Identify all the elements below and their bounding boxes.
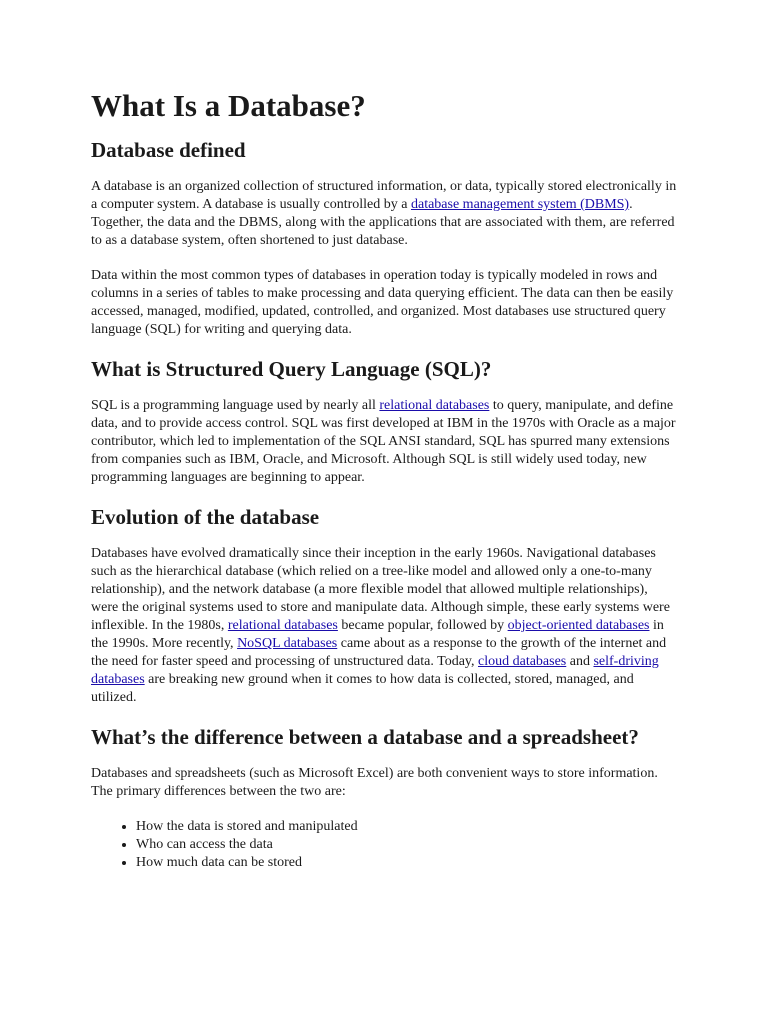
- paragraph-text: are breaking new ground when it comes to how data is collected, stored, managed, and utilized.: [91, 672, 634, 705]
- paragraph-database-definition: [91, 178, 678, 250]
- list-item: • Who can access the data: [136, 836, 678, 854]
- paragraph-text: to query, manipulate, and define data, and to provide access control. SQL was first developed at IBM in the 1970s with Oracle as a major contributor, which led to implementation of the SQL ANSI standard, SQL has spurred many extensions from companies such as IBM, Oracle, and Microsoft. Although SQL is still widely used today, new programming languages are beginning to appear.: [91, 398, 676, 485]
- section-heading-evolution: Evolution of the database: [91, 505, 320, 529]
- paragraph-text: SQL is a programming language used by nearly all: [91, 398, 380, 413]
- link-cloud-databases[interactable]: cloud databases: [478, 654, 567, 669]
- page-title: What Is a Database?: [91, 88, 366, 123]
- paragraph-text: became popular, followed by: [337, 618, 508, 633]
- differences-list: [91, 818, 678, 872]
- paragraph-sql: [91, 397, 678, 487]
- link-dbms[interactable]: database management system (DBMS): [410, 197, 630, 212]
- link-relational-databases[interactable]: relational databases: [379, 398, 490, 413]
- paragraph-text: in the 1990s. More recently,: [91, 618, 664, 651]
- link-object-oriented-databases[interactable]: object-oriented databases: [507, 618, 650, 633]
- paragraph-text: . Together, the data and the DBMS, along with the applications that are associated with them, are referred to as a database system, often shortened to just database.: [91, 197, 675, 248]
- paragraph-evolution: [91, 545, 678, 707]
- paragraph-text: came about as a response to the growth of the internet and the need for faster speed and processing of unstructured data. Today,: [91, 636, 667, 669]
- list-item: • How the data is stored and manipulated: [136, 818, 678, 836]
- paragraph-spreadsheet: Databases and spreadsheets (such as Microsoft Excel) are both convenient ways to store information. The primary differences between the two are:: [91, 766, 658, 799]
- paragraph-text: A database is an organized collection of structured information, or data, typically stored electronically in a computer system. A database is usually controlled by a: [91, 179, 677, 212]
- section-heading-database-defined: Database defined: [91, 138, 246, 162]
- section-heading-sql: What is Structured Query Language (SQL)?: [91, 357, 492, 381]
- list-item: • How much data can be stored: [136, 854, 678, 872]
- section-heading-database-vs-spreadsheet: What’s the difference between a database and a spreadsheet?: [91, 725, 639, 749]
- link-nosql-databases[interactable]: NoSQL databases: [237, 636, 338, 651]
- link-self-driving-databases[interactable]: self-driving databases: [91, 654, 659, 687]
- link-relational-databases[interactable]: relational databases: [227, 618, 338, 633]
- paragraph-text: and: [566, 654, 594, 669]
- paragraph-text: Databases have evolved dramatically since their inception in the early 1960s. Navigational databases such as the hierarchical database (which relied on a tree-like model and allowed only a one-to-many relationship), and the network database (a more flexible model that allowed multiple relationships), were the original systems used to store and manipulate data. Although simple, these early systems were inflexible. In the 1980s,: [91, 546, 670, 633]
- paragraph-data-modeling: Data within the most common types of databases in operation today is typically modeled in rows and columns in a series of tables to make processing and data querying efficient. The data can then be easily accessed, managed, modified, updated, controlled, and organized. Most databases use structured query language (SQL) for writing and querying data.: [91, 268, 674, 337]
